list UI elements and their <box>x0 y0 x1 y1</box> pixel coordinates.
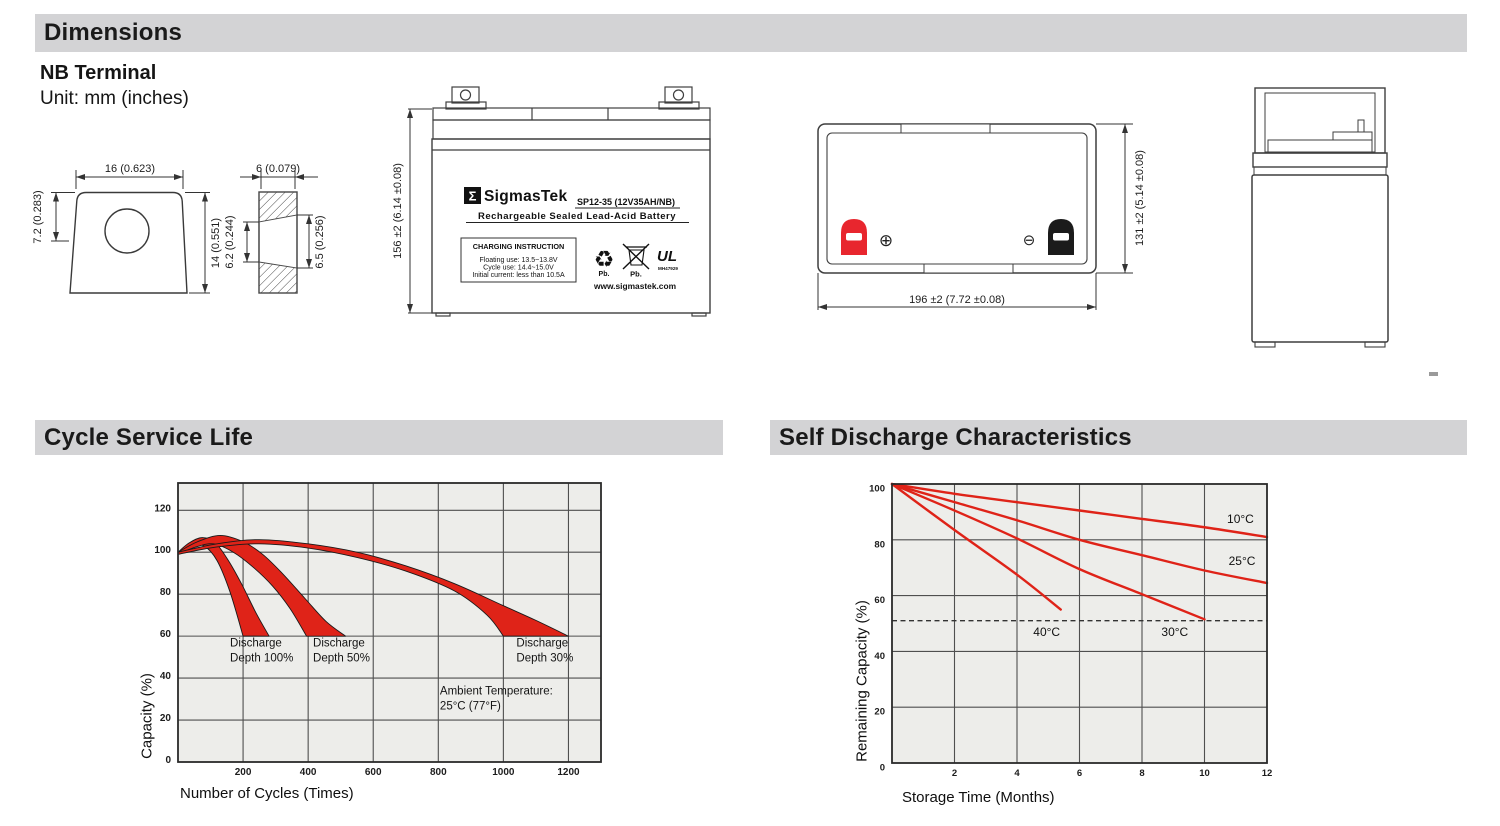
terminal-height-dim: 14 (0.551) <box>210 217 222 269</box>
terminal-top-dim: 7.2 (0.283) <box>32 190 44 244</box>
annotation-text: 25°C (77°F) <box>439 700 501 713</box>
series-label: 25°C <box>1228 553 1256 568</box>
battery-top-view <box>805 105 1160 320</box>
nb-terminal-heading: NB Terminal <box>40 62 157 84</box>
battery-cover-band <box>433 120 710 139</box>
y-tick-label: 40 <box>874 650 885 662</box>
page-artifact-mark <box>1429 372 1438 376</box>
top-view-width-dim: 196 ±2 (7.72 ±0.08) <box>909 294 1005 306</box>
terminal-side-hatch-bottom <box>259 262 297 293</box>
ul-file-number: MH47929 <box>658 266 678 271</box>
crossed-bin-icon <box>623 244 649 269</box>
recycle-pb-icon: ♻ <box>593 246 615 272</box>
y-tick-label: 0 <box>165 755 171 766</box>
top-view-notch-bottom <box>924 264 1013 273</box>
y-tick-label: 60 <box>874 595 885 607</box>
y-tick-label: 60 <box>159 629 171 641</box>
charging-title: CHARGING INSTRUCTION <box>472 242 565 251</box>
cycle-chart-x-axis-title: Number of Cycles (Times) <box>180 785 354 802</box>
battery-side-view <box>1240 80 1400 365</box>
battery-foot-left <box>436 313 450 316</box>
x-tick-label: 8 <box>1139 768 1145 779</box>
section-title: Cycle Service Life <box>44 423 254 451</box>
sigma-logo-glyph: Σ <box>468 188 477 204</box>
annotation-text: Depth 30% <box>516 652 574 665</box>
y-tick-label: 100 <box>869 483 885 495</box>
model-number: SP12-35 (12V35AH/NB) <box>577 197 676 207</box>
x-tick-label: 4 <box>1014 768 1020 779</box>
charging-line1: Floating use: 13.5~13.8V <box>479 257 558 264</box>
side-terminal-base <box>1333 132 1372 140</box>
y-tick-label: 0 <box>879 762 885 774</box>
x-tick-label: 600 <box>364 767 382 778</box>
terminal-bore-left-dim: 6.2 (0.244) <box>224 215 236 269</box>
side-lid-band <box>1253 153 1387 167</box>
front-dimension <box>408 109 432 313</box>
self-discharge-chart <box>840 470 1400 815</box>
y-tick-label: 80 <box>159 587 171 599</box>
x-tick-label: 400 <box>299 767 317 778</box>
terminal-thickness-dim: 6 (0.079) <box>255 163 301 175</box>
side-plate <box>1268 140 1372 152</box>
x-tick-label: 10 <box>1199 768 1210 779</box>
brand-name: SigmasTek <box>484 188 568 205</box>
battery-front-view <box>392 80 730 325</box>
section-header-self-discharge <box>770 420 1467 455</box>
website-url: www.sigmastek.com <box>593 281 677 291</box>
series-label: 40°C <box>1033 625 1061 640</box>
annotation-text: Ambient Temperature: <box>439 685 553 698</box>
top-view-height-dim: 131 ±2 (5.14 ±0.08) <box>1134 150 1146 246</box>
x-tick-label: 6 <box>1076 768 1083 779</box>
section-header-cycle-service-life <box>35 420 723 455</box>
terminal-hole <box>105 209 149 253</box>
terminal-post-right-hole <box>674 90 684 100</box>
x-tick-label: 1000 <box>492 767 515 778</box>
negative-symbol: ⊖ <box>1022 232 1036 249</box>
x-tick-label: 1200 <box>557 767 580 778</box>
series-label: 30°C <box>1161 625 1189 640</box>
annotation-text: Discharge <box>230 637 282 650</box>
battery-foot-right <box>692 313 706 316</box>
side-body <box>1252 175 1388 342</box>
charging-line2: Cycle use: 14.4~15.0V <box>483 264 554 272</box>
terminal-front-outline <box>70 193 187 294</box>
x-tick-label: 800 <box>429 767 447 778</box>
side-terminal-pin <box>1358 120 1364 132</box>
top-view-notch-top <box>901 124 990 133</box>
unit-note: Unit: mm (inches) <box>40 88 189 109</box>
discharge-chart-x-axis-title: Storage Time (Months) <box>902 789 1055 806</box>
negative-cap-slot <box>1053 233 1069 241</box>
section-title: Self Discharge Characteristics <box>779 423 1132 451</box>
discharge-chart-y-axis-title: Remaining Capacity (%) <box>853 600 871 762</box>
ul-mark-icon: UL <box>657 248 677 265</box>
section-title: Dimensions <box>44 19 183 46</box>
top-view-dimensions <box>818 124 1133 310</box>
x-tick-label: 2 <box>951 768 958 779</box>
positive-cap-slot <box>846 233 862 241</box>
terminal-width-dim: 16 (0.623) <box>104 163 156 175</box>
terminal-post-left-hole <box>461 90 471 100</box>
nb-terminal-drawing <box>30 150 360 330</box>
x-tick-label: 200 <box>234 767 252 778</box>
annotation-text: Depth 100% <box>230 652 294 665</box>
cycle-chart-y-axis-title: Capacity (%) <box>138 673 156 759</box>
y-tick-label: 40 <box>159 671 171 683</box>
bin-pb-label: Pb. <box>630 269 642 279</box>
x-tick-label: 12 <box>1261 768 1273 779</box>
annotation-text: Depth 50% <box>313 652 370 665</box>
recycle-pb-label: Pb. <box>598 271 610 278</box>
cycle-service-life-chart <box>130 470 675 815</box>
terminal-bore-right-dim: 6.5 (0.256) <box>314 215 326 269</box>
side-neck <box>1254 167 1386 175</box>
annotation-text: Discharge <box>313 637 365 650</box>
y-tick-label: 20 <box>159 713 171 725</box>
series-label: 10°C <box>1227 512 1254 527</box>
y-tick-label: 20 <box>874 706 885 718</box>
battery-height-dim: 156 ±2 (6.14 ±0.08) <box>392 163 404 259</box>
side-cover-outer <box>1255 88 1385 153</box>
charging-line3: Initial current: less than 10.5A <box>472 272 565 279</box>
y-tick-label: 100 <box>154 545 171 557</box>
y-tick-label: 80 <box>874 539 885 551</box>
annotation-text: Discharge <box>516 637 569 650</box>
section-header-dimensions <box>35 14 1467 52</box>
battery-lid-strip <box>433 108 710 120</box>
y-tick-label: 120 <box>154 503 171 515</box>
terminal-side-hatch-top <box>259 192 297 222</box>
positive-symbol: ⊕ <box>878 231 894 250</box>
battery-tagline: Rechargeable Sealed Lead-Acid Battery <box>477 211 677 222</box>
